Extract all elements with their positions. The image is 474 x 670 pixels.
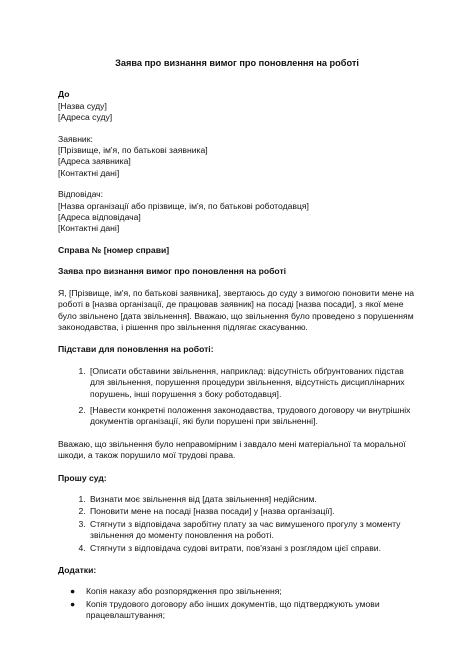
- respondent-contacts: [Контактні дані]: [58, 223, 120, 234]
- applicant-block: [58, 134, 416, 180]
- intro-paragraph: Я, [Прізвище, ім'я, по батькові заявника], звертаюсь до суду з вимогою поновити мене на роботі в [назва організації, де працював заявник] на посаді [назва посади], з якої мене було звільнено [дата звільнення]. Вважаю, що звільнення було проведено з порушенням законодавства, і рішення про звільнення підлягає скасуванню.: [58, 287, 415, 332]
- document-title: Заява про визнання вимог про поновлення на роботі: [115, 58, 359, 68]
- court-label: До: [58, 89, 70, 100]
- court-name: [Назва суду]: [58, 100, 107, 111]
- list-item: 1. [Описати обставини звільнення, наприклад: відсутність обґрунтованих підстав для звільнення, порушення процедури звільнення, відсутність дисциплінарних порушень, інші порушення з боку роботодавця].: [88, 366, 416, 400]
- court-address: [Адреса суду]: [58, 112, 113, 123]
- applicant-contacts: [Контактні дані]: [58, 167, 120, 178]
- respondent-block: [58, 189, 416, 235]
- respondent-address: [Адреса відповідача]: [58, 212, 141, 223]
- attachments-heading: Додатки:: [58, 565, 97, 575]
- respondent-name: [Назва організації або прізвище, ім'я, по батькові роботодавця]: [58, 200, 309, 211]
- requests-list: [58, 494, 416, 554]
- attachments-list: [58, 586, 416, 621]
- list-item: [70, 586, 416, 597]
- bullet-icon: ●: [70, 586, 76, 597]
- list-item: [70, 598, 416, 622]
- requests-heading: Прошу суд:: [58, 472, 107, 483]
- list-item: 2. [Навести конкретні положення законодавства, трудового договору чи внутрішніх документів організації, які були порушені при звільненні].: [88, 405, 416, 428]
- respondent-label: Відповідач:: [58, 189, 104, 200]
- applicant-name: [Прізвище, ім'я, по батькові заявника]: [58, 145, 208, 156]
- list-item: 1. Визнати моє звільнення від [дата звільнення] недійсним.: [88, 494, 416, 505]
- list-item: 2. Поновити мене на посаді [назва посади] у [назва організації].: [88, 506, 416, 517]
- applicant-label: Заявник:: [58, 133, 93, 144]
- statement-subtitle: Заява про визнання вимог про поновлення на роботі: [58, 266, 287, 277]
- grounds-list: [58, 366, 416, 428]
- grounds-heading: Підстави для поновлення на роботі:: [58, 344, 214, 355]
- attachment-text: Копія наказу або розпорядження про звільнення;: [86, 586, 282, 597]
- list-item: 4. Стягнути з відповідача судові витрати, пов'язані з розглядом цієї справи.: [88, 543, 416, 554]
- bullet-icon: ●: [70, 598, 76, 609]
- court-block: [58, 89, 416, 123]
- list-item: 3. Стягнути з відповідача заробітну плату за час вимушеного прогулу з моменту звільнення до моменту поновлення на роботі.: [88, 519, 416, 542]
- case-number: Справа № [номер справи]: [58, 244, 170, 255]
- applicant-address: [Адреса заявника]: [58, 156, 131, 167]
- attachment-text: Копія трудового договору або інших документів, що підтверджують умови працевлаштування;: [86, 598, 380, 621]
- damage-paragraph: Вважаю, що звільнення було неправомірним і завдало мені матеріальної та моральної шкоди, а також порушило мої трудові права.: [58, 438, 406, 461]
